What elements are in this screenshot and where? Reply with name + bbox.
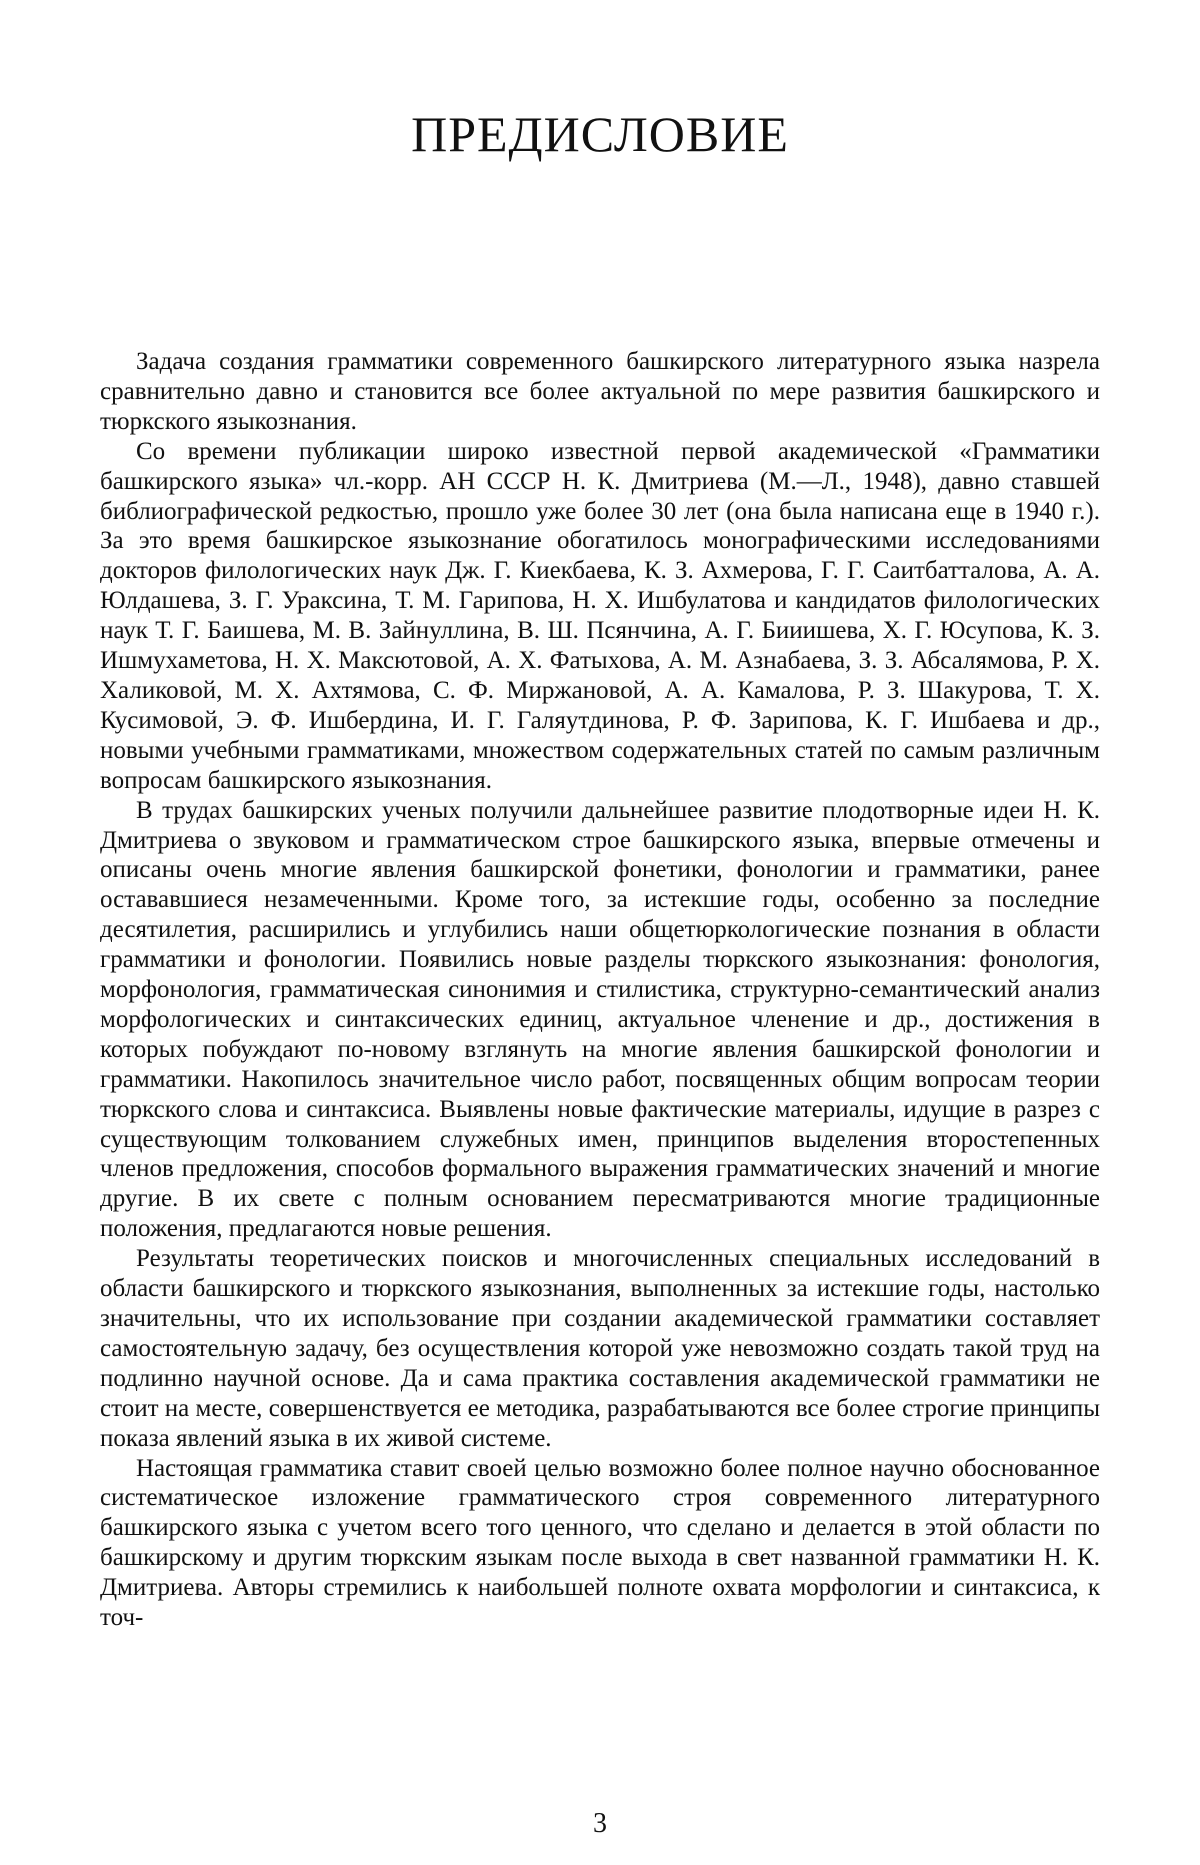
paragraph-3: В трудах башкирских ученых получили дальнейшее развитие плодотворные идеи Н. К. Дмитриева о звуковом и грамматическом строе башкирского языка, впервые отмечены и описаны очень многие явления башкирской фонетики, фонологии и грамматики, ранее остававшиеся незамеченными. Кроме того, за истекшие годы, особенно за последние десятилетия, расширились и углубились наши общетюркологические познания в области грамматики и фонологии. Появились новые разделы тюркского языкознания: фонология, морфонология, грамматическая синонимия и стилистика, структурно-семантический анализ морфологических и синтаксических единиц, актуальное членение и др., достижения в которых побуждают по-новому взглянуть на многие явления башкирской фонологии и грамматики. Накопилось значительное число работ, посвященных общим вопросам теории тюркского слова и синтаксиса. Выявлены новые фактические материалы, идущие в разрез с существующим толкованием служебных имен, принципов выделения второстепенных членов предложения, способов формального выражения грамматических значений и многие другие. В их свете с полным основанием пересматриваются многие традиционные положения, предлагаются новые решения.: [100, 796, 1100, 1243]
page-number: 3: [593, 1808, 607, 1839]
page-title: ПРЕДИСЛОВИЕ: [411, 106, 789, 162]
paragraph-5: Настоящая грамматика ставит своей целью возможно более полное научно обоснованное систематическое изложение грамматического строя современного литературного башкирского языка с учетом всего того ценного, что сделано и делается в этой области по башкирскому и другим тюркским языкам после выхода в свет названной грамматики Н. К. Дмитриева. Авторы стремились к наибольшей полноте охвата морфологии и синтаксиса, к точ-: [100, 1454, 1100, 1632]
paragraph-1: Задача создания грамматики современного башкирского литературного языка назрела сравнительно давно и становится все более актуальной по мере развития башкирского и тюркского языкознания.: [100, 348, 1100, 435]
paragraph-4: Результаты теоретических поисков и многочисленных специальных исследований в области башкирского и тюркского языкознания, выполненных за истекшие годы, настолько значительны, что их использование при создании академической грамматики составляет самостоятельную задачу, без осуществления которой уже невозможно создать такой труд на подлинно научной основе. Да и сама практика составления академической грамматики не стоит на месте, совершенствуется ее методика, разрабатываются все более строгие принципы показа явлений языка в их живой системе.: [100, 1245, 1100, 1452]
paragraph-2: Со времени публикации широко известной первой академической «Грамматики башкирского языка» чл.-корр. АН СССР Н. К. Дмитриева (М.—Л., 1948), давно ставшей библиографической редкостью, прошло уже более 30 лет (она была написана еще в 1940 г.). За это время башкирское языкознание обогатилось монографическими исследованиями докторов филологических наук Дж. Г. Киекбаева, К. З. Ахмерова, Г. Г. Саитбатталова, А. А. Юлдашева, З. Г. Ураксина, Т. М. Гарипова, Н. Х. Ишбулатова и кандидатов филологических наук Т. Г. Баишева, М. В. Зайнуллина, В. Ш. Псянчина, А. Г. Бииишева, Х. Г. Юсупова, К. З. Ишмухаметова, Н. Х. Максютовой, А. Х. Фатыхова, А. М. Азнабаева, З. З. Абсалямова, Р. Х. Халиковой, М. Х. Ахтямова, С. Ф. Миржановой, А. А. Камалова, Р. З. Шакурова, Т. Х. Кусимовой, Э. Ф. Ишбердина, И. Г. Галяутдинова, Р. Ф. Зарипова, К. Г. Ишбаева и др., новыми учебными грамматиками, множеством содержательных статей по самым различным вопросам башкирского языкознания.: [100, 437, 1100, 794]
body-text: [100, 347, 1100, 1633]
